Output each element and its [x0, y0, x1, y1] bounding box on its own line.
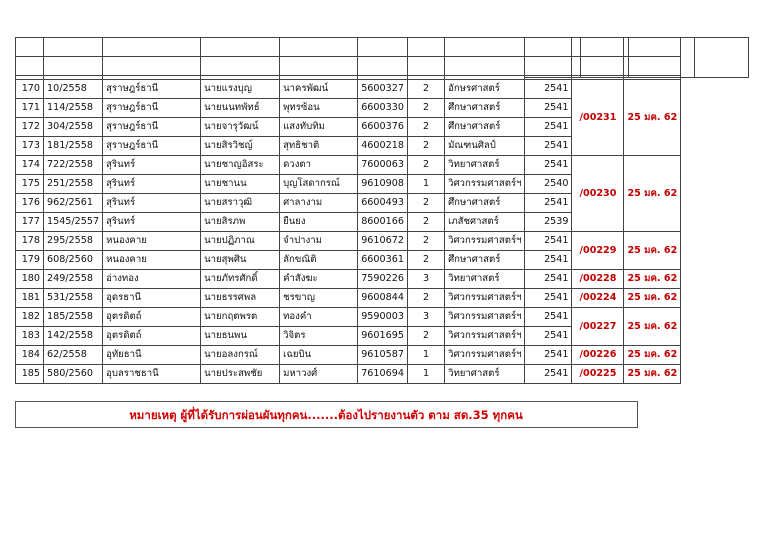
province: อุตรดิตถ์: [103, 308, 201, 327]
row-number: 175: [16, 175, 44, 194]
table-row: [16, 308, 681, 327]
province: อุบลราชธานี: [103, 365, 201, 384]
surname: ยืนยง: [280, 213, 358, 232]
year: 2540: [525, 175, 572, 194]
table-row: [16, 80, 681, 99]
given-name: นายภัทรศักดิ์: [201, 270, 280, 289]
faculty: มัณฑนศิลป์: [445, 137, 525, 156]
given-name: นายประสพชัย: [201, 365, 280, 384]
doc-date: 25 มค. 62: [624, 365, 681, 384]
doc-number: /00228: [572, 270, 624, 289]
empty-cell: [201, 38, 280, 57]
doc-date: 25 มค. 62: [624, 346, 681, 365]
province: หนองคาย: [103, 232, 201, 251]
student-code: 7590226: [358, 270, 408, 289]
empty-cell: [628, 38, 694, 78]
case-id: 962/2561: [44, 194, 103, 213]
given-name: นายสิรภพ: [201, 213, 280, 232]
student-code: 7600063: [358, 156, 408, 175]
row-number: 172: [16, 118, 44, 137]
doc-number: /00226: [572, 346, 624, 365]
province: สุรินทร์: [103, 194, 201, 213]
row-number: 176: [16, 194, 44, 213]
row-number: 174: [16, 156, 44, 175]
surname: ทองคำ: [280, 308, 358, 327]
student-code: 9610672: [358, 232, 408, 251]
row-number: 179: [16, 251, 44, 270]
given-name: นายนนทพัทธ์: [201, 99, 280, 118]
doc-date: 25 มค. 62: [624, 289, 681, 308]
year: 2541: [525, 99, 572, 118]
empty-cell: [358, 38, 408, 57]
surname: วิจิตร: [280, 327, 358, 346]
empty-cell: [445, 57, 525, 76]
case-id: 249/2558: [44, 270, 103, 289]
empty-cell: [280, 38, 358, 57]
row-number: 185: [16, 365, 44, 384]
case-id: 185/2558: [44, 308, 103, 327]
student-code: 6600493: [358, 194, 408, 213]
given-name: นายแรงบุญ: [201, 80, 280, 99]
faculty: วิศวกรรมศาสตร์ฯ: [445, 289, 525, 308]
empty-cell: [358, 57, 408, 76]
level: 2: [408, 118, 445, 137]
table-row: [16, 232, 681, 251]
faculty: วิศวกรรมศาสตร์ฯ: [445, 232, 525, 251]
given-name: นายสุพศิน: [201, 251, 280, 270]
faculty: เภสัชศาสตร์: [445, 213, 525, 232]
surname: ดวงตา: [280, 156, 358, 175]
doc-number: /00231: [572, 80, 624, 156]
empty-cell: [445, 38, 525, 57]
surname: มหาวงศ์: [280, 365, 358, 384]
year: 2541: [525, 289, 572, 308]
case-id: 62/2558: [44, 346, 103, 365]
surname: บุญโสดากรณ์: [280, 175, 358, 194]
surname: คำสังฆะ: [280, 270, 358, 289]
row-number: 184: [16, 346, 44, 365]
level: 2: [408, 251, 445, 270]
faculty: วิศวกรรมศาสตร์ฯ: [445, 308, 525, 327]
table-row: [16, 289, 681, 308]
row-number: 181: [16, 289, 44, 308]
year: 2541: [525, 156, 572, 175]
empty-cell: [580, 38, 628, 78]
province: สุราษฎร์ธานี: [103, 99, 201, 118]
given-name: นายอลงกรณ์: [201, 346, 280, 365]
case-id: 1545/2557: [44, 213, 103, 232]
surname: เฉยบิน: [280, 346, 358, 365]
province: สุรินทร์: [103, 156, 201, 175]
year: 2541: [525, 194, 572, 213]
level: 2: [408, 327, 445, 346]
given-name: นายธรรศพล: [201, 289, 280, 308]
doc-date: 25 มค. 62: [624, 80, 681, 156]
province: สุรินทร์: [103, 213, 201, 232]
student-code: 6600361: [358, 251, 408, 270]
case-id: 580/2560: [44, 365, 103, 384]
student-code: 5600327: [358, 80, 408, 99]
faculty: วิทยาศาสตร์: [445, 156, 525, 175]
province: อุทัยธานี: [103, 346, 201, 365]
row-number: 177: [16, 213, 44, 232]
case-id: 295/2558: [44, 232, 103, 251]
province: หนองคาย: [103, 251, 201, 270]
surname: จำปางาม: [280, 232, 358, 251]
student-code: 7610694: [358, 365, 408, 384]
province: สุราษฎร์ธานี: [103, 80, 201, 99]
student-code: 6600330: [358, 99, 408, 118]
level: 2: [408, 99, 445, 118]
year: 2541: [525, 270, 572, 289]
level: 2: [408, 194, 445, 213]
province: อ่างทอง: [103, 270, 201, 289]
year: 2541: [525, 80, 572, 99]
row-number: 178: [16, 232, 44, 251]
row-number: 183: [16, 327, 44, 346]
empty-cell: [103, 38, 201, 57]
faculty: วิศวกรรมศาสตร์ฯ: [445, 346, 525, 365]
given-name: นายกฤตพรต: [201, 308, 280, 327]
case-id: 608/2560: [44, 251, 103, 270]
surname: ชรขาญ: [280, 289, 358, 308]
student-code: 4600218: [358, 137, 408, 156]
doc-number: /00229: [572, 232, 624, 270]
empty-cell: [16, 38, 44, 57]
case-id: 722/2558: [44, 156, 103, 175]
empty-cell: [694, 38, 748, 78]
given-name: นายสราวุฒิ: [201, 194, 280, 213]
row-number: 171: [16, 99, 44, 118]
year: 2541: [525, 251, 572, 270]
case-id: 142/2558: [44, 327, 103, 346]
student-code: 9610908: [358, 175, 408, 194]
doc-number: /00225: [572, 365, 624, 384]
faculty: ศึกษาศาสตร์: [445, 99, 525, 118]
case-id: 531/2558: [44, 289, 103, 308]
province: สุราษฎร์ธานี: [103, 137, 201, 156]
year: 2541: [525, 308, 572, 327]
doc-date: 25 มค. 62: [624, 270, 681, 289]
empty-cell: [201, 57, 280, 76]
faculty: ศึกษาศาสตร์: [445, 118, 525, 137]
level: 2: [408, 232, 445, 251]
table-row: [16, 270, 681, 289]
surname: นาครพัฒน์: [280, 80, 358, 99]
doc-date: 25 มค. 62: [624, 308, 681, 346]
doc-date: 25 มค. 62: [624, 156, 681, 232]
given-name: นายปฏิภาณ: [201, 232, 280, 251]
year: 2541: [525, 346, 572, 365]
level: 1: [408, 365, 445, 384]
province: สุรินทร์: [103, 175, 201, 194]
province: อุตรดิตถ์: [103, 327, 201, 346]
student-code: 9590003: [358, 308, 408, 327]
year: 2541: [525, 365, 572, 384]
empty-cell: [408, 38, 445, 57]
table-row: [16, 346, 681, 365]
province: อุดรธานี: [103, 289, 201, 308]
faculty: วิทยาศาสตร์: [445, 365, 525, 384]
given-name: นายชานน: [201, 175, 280, 194]
faculty: ศึกษาศาสตร์: [445, 251, 525, 270]
case-id: 181/2558: [44, 137, 103, 156]
faculty: ศึกษาศาสตร์: [445, 194, 525, 213]
given-name: นายจารุวัฒน์: [201, 118, 280, 137]
doc-date: 25 มค. 62: [624, 232, 681, 270]
table-row: [16, 365, 681, 384]
given-name: นายสิรวิชญ์: [201, 137, 280, 156]
given-name: นายธนพน: [201, 327, 280, 346]
student-code: 9600844: [358, 289, 408, 308]
row-number: 180: [16, 270, 44, 289]
level: 2: [408, 213, 445, 232]
student-code: 6600376: [358, 118, 408, 137]
empty-cell: [103, 57, 201, 76]
empty-cell: [525, 38, 580, 78]
student-code: 9601695: [358, 327, 408, 346]
case-id: 114/2558: [44, 99, 103, 118]
empty-cell: [408, 57, 445, 76]
extra-columns-header: [525, 37, 749, 78]
empty-cell: [280, 57, 358, 76]
level: 2: [408, 289, 445, 308]
row-number: 170: [16, 80, 44, 99]
year: 2539: [525, 213, 572, 232]
row-number: 182: [16, 308, 44, 327]
year: 2541: [525, 232, 572, 251]
empty-cell: [44, 57, 103, 76]
note-text: หมายเหตุ ผู้ที่ได้รับการผ่อนผันทุกคน.......ต้องไปรายงานตัว ตาม สด.35 ทุกคน: [129, 408, 523, 422]
level: 1: [408, 175, 445, 194]
case-id: 304/2558: [44, 118, 103, 137]
surname: ศาลางาม: [280, 194, 358, 213]
surname: ลักขณิติ: [280, 251, 358, 270]
case-id: 251/2558: [44, 175, 103, 194]
faculty: วิศวกรรมศาสตร์ฯ: [445, 175, 525, 194]
table-row: [16, 156, 681, 175]
student-code: 9610587: [358, 346, 408, 365]
level: 3: [408, 270, 445, 289]
given-name: นายชาญอิสระ: [201, 156, 280, 175]
empty-cell: [44, 38, 103, 57]
surname: แสงทับทิม: [280, 118, 358, 137]
faculty: อักษรศาสตร์: [445, 80, 525, 99]
level: 2: [408, 156, 445, 175]
empty-cell: [16, 57, 44, 76]
doc-number: /00227: [572, 308, 624, 346]
level: 2: [408, 80, 445, 99]
faculty: วิทยาศาสตร์: [445, 270, 525, 289]
year: 2541: [525, 118, 572, 137]
province: สุราษฎร์ธานี: [103, 118, 201, 137]
level: 1: [408, 346, 445, 365]
year: 2541: [525, 327, 572, 346]
student-code: 8600166: [358, 213, 408, 232]
row-number: 173: [16, 137, 44, 156]
surname: พุทรซ้อน: [280, 99, 358, 118]
doc-number: /00230: [572, 156, 624, 232]
surname: สุทธิชาติ: [280, 137, 358, 156]
faculty: วิศวกรรมศาสตร์ฯ: [445, 327, 525, 346]
level: 2: [408, 137, 445, 156]
year: 2541: [525, 137, 572, 156]
level: 3: [408, 308, 445, 327]
doc-number: /00224: [572, 289, 624, 308]
case-id: 10/2558: [44, 80, 103, 99]
deferment-table: [15, 37, 681, 384]
